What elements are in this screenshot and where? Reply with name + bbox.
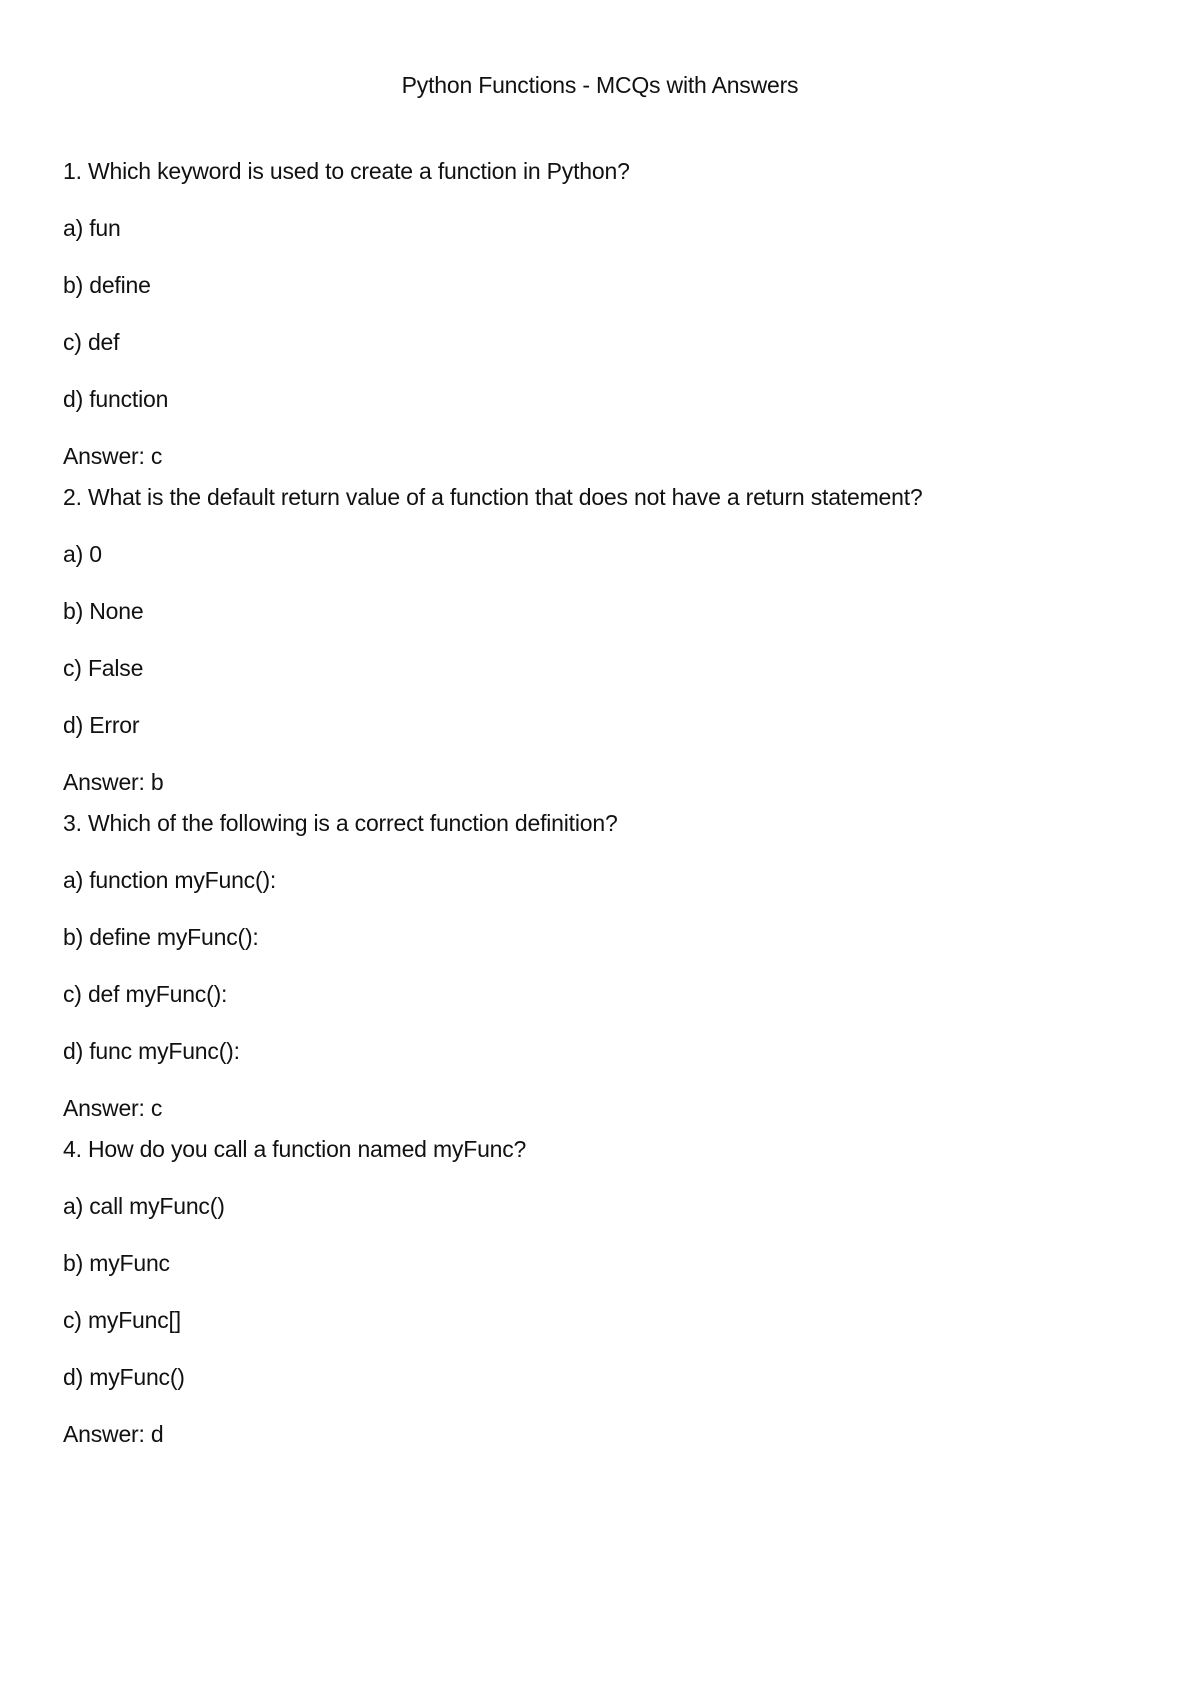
option-d: d) function: [63, 386, 169, 412]
answer-text: Answer: b: [63, 769, 164, 795]
question-text: 1. Which keyword is used to create a function in Python?: [63, 158, 630, 184]
question-text: 4. How do you call a function named myFunc?: [63, 1136, 527, 1162]
option-b: b) define: [63, 272, 151, 298]
question-text: 3. Which of the following is a correct function definition?: [63, 810, 618, 836]
option-c: c) False: [63, 655, 144, 681]
option-c: c) def: [63, 329, 120, 355]
option-d: d) myFunc(): [63, 1364, 185, 1390]
option-d: d) Error: [63, 712, 140, 738]
document-title: Python Functions - MCQs with Answers: [401, 72, 799, 98]
option-a: a) function myFunc():: [63, 867, 277, 893]
question-text: 2. What is the default return value of a function that does not have a return statement?: [63, 484, 923, 510]
option-a: a) call myFunc(): [63, 1193, 225, 1219]
option-b: b) myFunc: [63, 1250, 170, 1276]
option-d: d) func myFunc():: [63, 1038, 240, 1064]
option-a: a) 0: [63, 541, 102, 567]
question-list: [63, 156, 1143, 1460]
question-4: [63, 1134, 1143, 1449]
answer-text: Answer: c: [63, 1095, 163, 1121]
option-c: c) myFunc[]: [63, 1307, 181, 1333]
option-a: a) fun: [63, 215, 121, 241]
answer-text: Answer: c: [63, 443, 163, 469]
option-b: b) None: [63, 598, 144, 624]
answer-text: Answer: d: [63, 1421, 164, 1447]
question-1: [63, 156, 1143, 471]
option-b: b) define myFunc():: [63, 924, 259, 950]
question-3: [63, 808, 1143, 1123]
question-2: [63, 482, 1143, 797]
option-c: c) def myFunc():: [63, 981, 228, 1007]
